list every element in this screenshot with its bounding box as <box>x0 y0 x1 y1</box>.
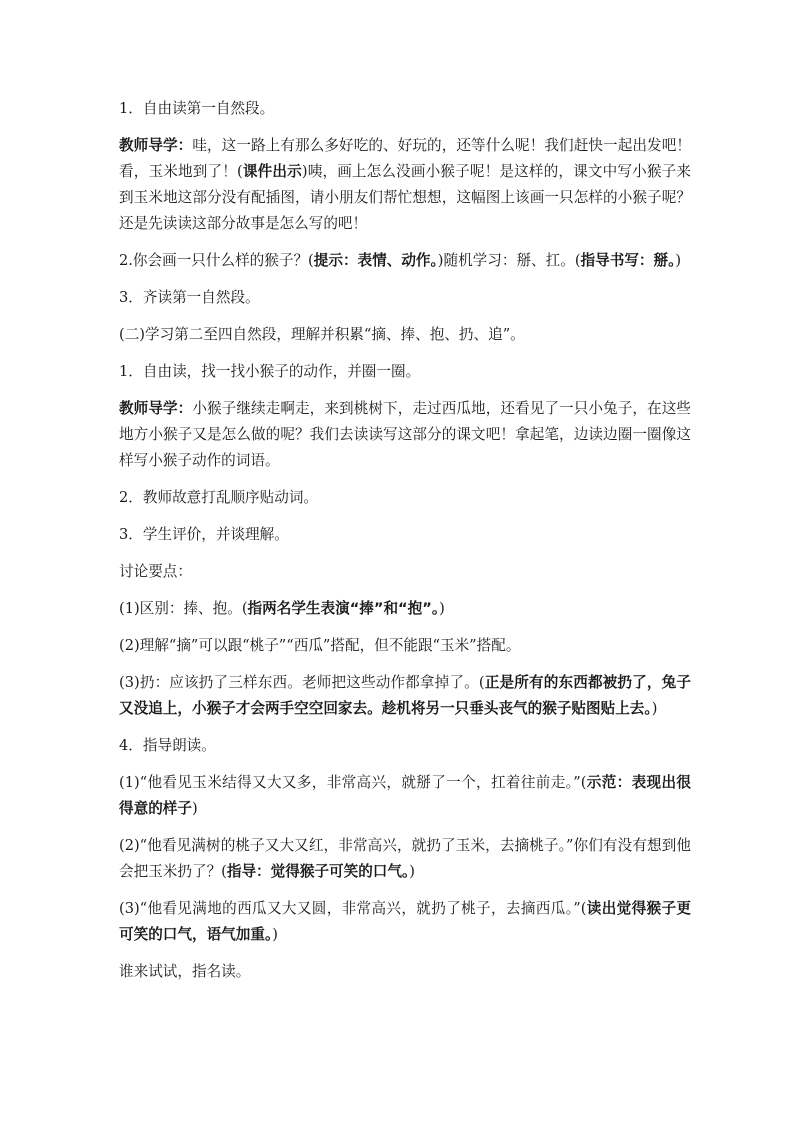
text-run: )咦，画上怎么没画小猴子呢！是这样的，课文中写小猴子来到玉米地这部分没有配插图，请小朋友们帮忙想想，这幅图上该画一只怎样的小猴子呢？还是先读读这部分故事是怎么写的吧！ <box>119 163 691 232</box>
text-run: (1)“他看见玉米结得又大又多，非常高兴，就掰了一个，扛着往前走。”( <box>119 774 587 791</box>
paragraph <box>119 959 691 985</box>
paragraph <box>119 322 691 348</box>
paragraph <box>119 396 691 474</box>
text-run: (二)学习第二至四自然段，理解并积累“摘、捧、抱、扔、追”。 <box>119 326 525 343</box>
bold-text-run: 提示：表情、动作。 <box>313 252 438 269</box>
bold-text-run: 指导书写：掰。 <box>580 252 676 269</box>
paragraph <box>119 633 691 659</box>
text-run: (2)“他看见满树的桃子又大又红，非常高兴，就扔了玉米，去摘桃子。”你们有没有想到他会把玉米扔了？( <box>119 837 691 880</box>
text-run: 1．自由读第一自然段。 <box>119 100 275 117</box>
paragraph <box>119 96 691 122</box>
paragraph <box>119 522 691 548</box>
bold-text-run: 教师导学： <box>119 400 193 417</box>
paragraph <box>119 559 691 585</box>
text-run: ) <box>409 863 415 880</box>
text-run: 讨论要点： <box>119 563 192 580</box>
text-run: (2)理解“摘”可以跟“桃子”“西瓜”搭配，但不能跟“玉米”搭配。 <box>119 637 521 654</box>
text-run: )随机学习：掰、扛。( <box>437 252 581 269</box>
bold-text-run: 示范：表现出很得意的样子 <box>119 774 691 817</box>
text-run: 3．学生评价，并谈理解。 <box>119 526 289 543</box>
bold-text-run: 指导：觉得猴子可笑的口气。 <box>226 863 410 880</box>
bold-text-run: 读出觉得猴子更可笑的口气，语气加重。 <box>119 900 691 943</box>
bold-text-run: 教师导学： <box>119 137 193 154</box>
text-run: 小猴子继续走啊走，来到桃树下，走过西瓜地，还看见了一只小兔子，在这些地方小猴子又是怎么做的呢？我们去读读写这部分的课文吧！拿起笔，边读边圈一圈像这样写小猴子动作的词语。 <box>119 400 691 469</box>
text-run: ) <box>651 700 658 717</box>
text-run: (1)区别：捧、抱。( <box>119 600 248 617</box>
text-run: 2．教师故意打乱顺序贴动词。 <box>119 489 319 506</box>
text-run: ) <box>191 800 198 817</box>
text-run: (3)扔：应该扔了三样东西。老师把这些动作都拿掉了。( <box>119 674 485 691</box>
paragraph <box>119 596 691 622</box>
text-run: (3)“他看见满地的西瓜又大又圆，非常高兴，就扔了桃子，去摘西瓜。”( <box>119 900 587 917</box>
bold-text-run: 课件出示 <box>242 163 302 180</box>
paragraph <box>119 770 691 822</box>
paragraph <box>119 733 691 759</box>
bold-text-run: 正是所有的东西都被扔了，兔子又没追上，小猴子才会两手空空回家去。趁机将另一只垂头丧气的猴子贴图贴上去。 <box>119 674 691 717</box>
bold-text-run: 指两名学生表演“捧”和“抱”。 <box>247 600 440 617</box>
text-run: ) <box>272 926 278 943</box>
paragraph <box>119 896 691 948</box>
paragraph <box>119 359 691 385</box>
text-run: 2.你会画一只什么样的猴子？( <box>119 252 314 269</box>
text-run: 3．齐读第一自然段。 <box>119 289 260 306</box>
document-page <box>119 96 691 996</box>
paragraph <box>119 670 691 722</box>
paragraph <box>119 833 691 885</box>
paragraph <box>119 248 691 274</box>
paragraph <box>119 285 691 311</box>
text-run: 1．自由读，找一找小猴子的动作，并圈一圈。 <box>119 363 421 380</box>
paragraph <box>119 133 691 237</box>
text-run: ) <box>675 252 682 269</box>
text-run: 哇，这一路上有那么多好吃的、好玩的，还等什么呢！我们赶快一起出发吧！看，玉米地到了！( <box>119 137 691 180</box>
text-run: 4．指导朗读。 <box>119 737 216 754</box>
text-run: 谁来试试，指名读。 <box>119 963 251 980</box>
text-run: ) <box>439 600 445 617</box>
paragraph <box>119 485 691 511</box>
